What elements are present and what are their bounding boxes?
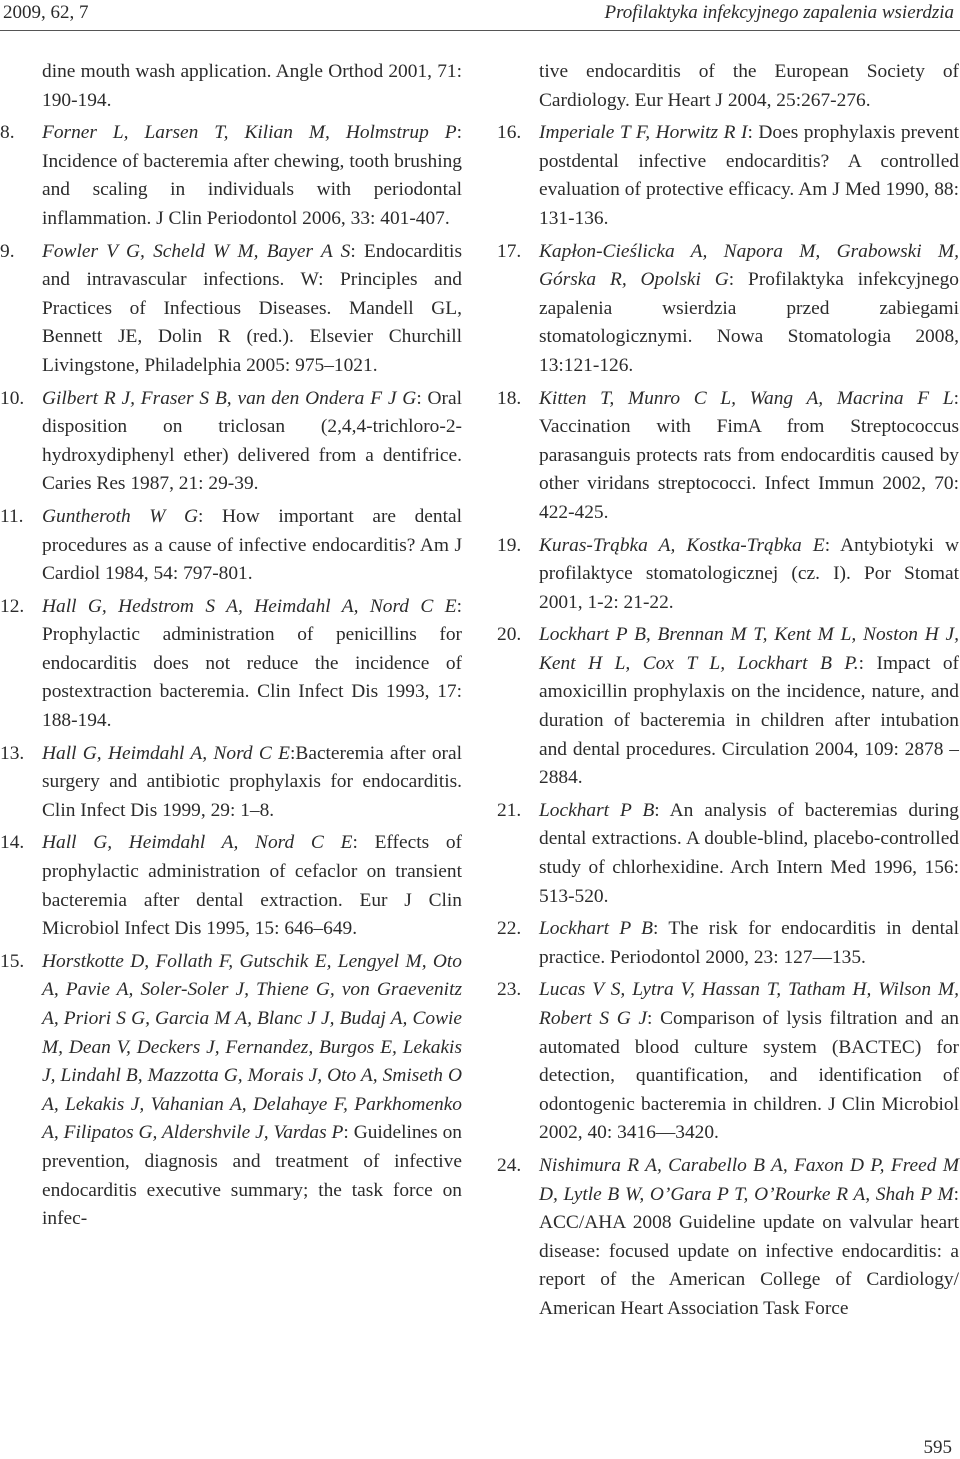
reference-text: : Prophylactic administration of penicillins for endocarditis does not reduce the incidence of postextraction bacteremia. Clin Infect Dis 1993, 17: 188-194. [42,595,462,732]
reference-authors: Hall G, Heimdahl A, Nord C E [42,742,291,764]
reference-number: 10. [0,387,25,409]
page-number: 595 [923,1437,952,1458]
reference-text: : Effects of prophylactic administration of cefaclor on transient bacteremia after dental extraction. Eur J Clin Microbiol Infect Dis 1995, 15: 646–649. [42,832,463,940]
reference-authors: Horstkotte D, Follath F, Gutschik E, Lengyel M, Oto A, Pavie A, Soler-Soler J, Thiene G, von Graevenitz A, Priori S G, Garcia M A, Blanc J J, Budaj A, Cowie M, Dean V, Deckers J, Fernandez, Burgos E, Lekakis J, Lindahl B, Mazzotta G, Morais J, Oto A, Smiseth O A, Lekakis J, Vahanian A, Delahaye F, Parkhomenko A, Filipatos G, Aldershvile J, Vardas P [42,950,462,1144]
reference-authors: Kuras-Trąbka A, Kostka-Trąbka E [539,534,825,556]
reference-authors: Hall G, Hedstrom S A, Heimdahl A, Nord C E [42,595,457,617]
reference-text: : Oral disposition on triclosan (2,4,4-trichloro-2-hydroxydiphenyl ether) delivered from a dentifrice. Caries Res 1987, 21: 29-39. [42,387,462,495]
reference-text: : Profilaktyka infekcyjnego zapalenia wsierdzia przed zabiegami stomatologicznymi. Nowa Stomatologia 2008, 13:121-126. [539,269,959,376]
reference-text: : Impact of amoxicillin prophylaxis on the incidence, nature, and duration of bacteremia in children after intubation and dental procedures. Circulation 2004, 109: 2878 –2884. [539,652,959,789]
reference-authors: Imperiale T F, Horwitz R I [539,122,748,144]
reference-entry [0,948,462,1234]
reference-entry [0,119,462,233]
reference-number: 19. [497,534,522,556]
reference-number: 13. [0,742,25,764]
reference-entry [0,740,462,826]
reference-entry [497,621,959,793]
references-right-column [497,58,959,1328]
reference-number: 18. [497,387,522,409]
reference-number: 23. [497,979,522,1001]
reference-entry [0,503,462,589]
reference-text: dine mouth wash application. Angle Orthod 2001, 71: 190-194. [42,61,462,111]
reference-authors: Nishimura R A, Carabello B A, Faxon D P, Freed M D, Lytle B W, O’Gara P T, O’Rourke R A, Shah P M [539,1154,959,1205]
reference-number: 14. [0,832,25,854]
running-title: Profilaktyka infekcyjnego zapalenia wsierdzia [604,2,954,23]
reference-text: : Comparison of lysis filtration and an automated blood culture system (BACTEC) for detection, quantification, and identification of odontogenic bacteremia in children. J Clin Microbiol 2002, 40: 3416––3420. [539,1008,959,1144]
reference-number: 15. [0,950,25,972]
reference-entry [539,58,959,115]
reference-entry [497,797,959,911]
reference-entry [0,593,462,736]
reference-authors: Kapłon-Cieślicka A, Napora M, Grabowski M, Górska R, Opolski G [539,240,959,291]
reference-entry [497,1152,959,1324]
reference-text: tive endocarditis of the European Society of Cardiology. Eur Heart J 2004, 25:267-276. [539,61,959,111]
reference-text: : ACC/AHA 2008 Guideline update on valvular heart disease: focused update on infective endocarditis: a report of the American College of Cardiology/ American Heart Association Task Force [539,1183,959,1319]
reference-entry [497,532,959,618]
reference-authors: Hall G, Heimdahl A, Nord C E [42,832,353,854]
reference-entry [497,915,959,972]
reference-number: 12. [0,595,25,617]
reference-number: 20. [497,624,522,646]
reference-authors: Gilbert R J, Fraser S B, van den Ondera F J G [42,387,417,409]
reference-authors: Lockhart P B [539,918,653,940]
running-header [0,0,960,30]
reference-text: : The risk for endocarditis in dental practice. Periodontol 2000, 23: 127––135. [539,918,959,968]
reference-number: 22. [497,918,522,940]
reference-entry [0,829,463,943]
reference-entry [497,976,959,1148]
reference-entry [0,238,462,381]
reference-text: :Bacteremia after oral surgery and antibiotic prophylaxis for endocarditis. Clin Infect Dis 1999, 29: 1–8. [42,742,462,821]
reference-authors: Lockhart P B [539,799,655,821]
reference-number: 21. [497,799,522,821]
reference-number: 9. [0,240,15,262]
reference-number: 11. [0,505,24,527]
journal-issue: 2009, 62, 7 [3,2,89,23]
reference-number: 16. [497,122,522,144]
header-rule [0,30,960,31]
reference-authors: Fowler V G, Scheld W M, Bayer A S [42,240,351,262]
reference-text: : Endocarditis and intravascular infections. W: Principles and Practices of Infectious Diseases. Mandell GL, Bennett JE, Dolin R (red.). Elsevier Churchill Livingstone, Philadelphia 2005: 975–1021. [42,240,462,376]
reference-authors: Lockhart P B, Brennan M T, Kent M L, Noston H J, Kent H L, Cox T L, Lockhart B P. [539,624,959,674]
reference-text: : Vaccination with FimA from Streptococcus parasanguis protects rats from endocarditis caused by other viridans streptococci. Infect Immun 2002, 70: 422-425. [539,387,959,523]
reference-text: : Incidence of bacteremia after chewing, tooth brushing and scaling in individuals with periodontal inflammation. J Clin Periodontol 2006, 33: 401-407. [42,122,462,229]
reference-entry [497,238,959,381]
reference-number: 24. [497,1154,522,1176]
reference-authors: Lucas V S, Lytra V, Hassan T, Tatham H, Wilson M, Robert S G J [539,979,959,1029]
reference-entry [42,58,462,115]
reference-text: : An analysis of bacteremias during dental extractions. A double-blind, placebo-controlled study of chlorhexidine. Arch Intern Med 1996, 156: 513-520. [539,799,959,907]
reference-number: 17. [497,240,522,262]
reference-authors: Forner L, Larsen T, Kilian M, Holmstrup P [42,122,457,144]
reference-entry [497,385,959,528]
reference-text: : Guidelines on prevention, diagnosis and treatment of infective endocarditis executive summary; the task force on infec- [42,1122,462,1230]
references-left-column [0,58,463,1238]
reference-entry [497,119,959,233]
reference-text: : Antybiotyki w profilaktyce stomatologicznej (cz. I). Por Stomat 2001, 1-2: 21-22. [539,534,959,613]
reference-text: : Does prophylaxis prevent postdental infective endocarditis? A controlled evaluation of protective efficacy. Am J Med 1990, 88: 131-136. [539,122,959,229]
reference-authors: Guntheroth W G [42,505,199,527]
reference-authors: Kitten T, Munro C L, Wang A, Macrina F L [539,387,954,409]
reference-text: : How important are dental procedures as a cause of infective endocarditis? Am J Cardiol 1984, 54: 797-801. [42,505,462,585]
reference-number: 8. [0,122,15,144]
reference-entry [0,385,462,499]
